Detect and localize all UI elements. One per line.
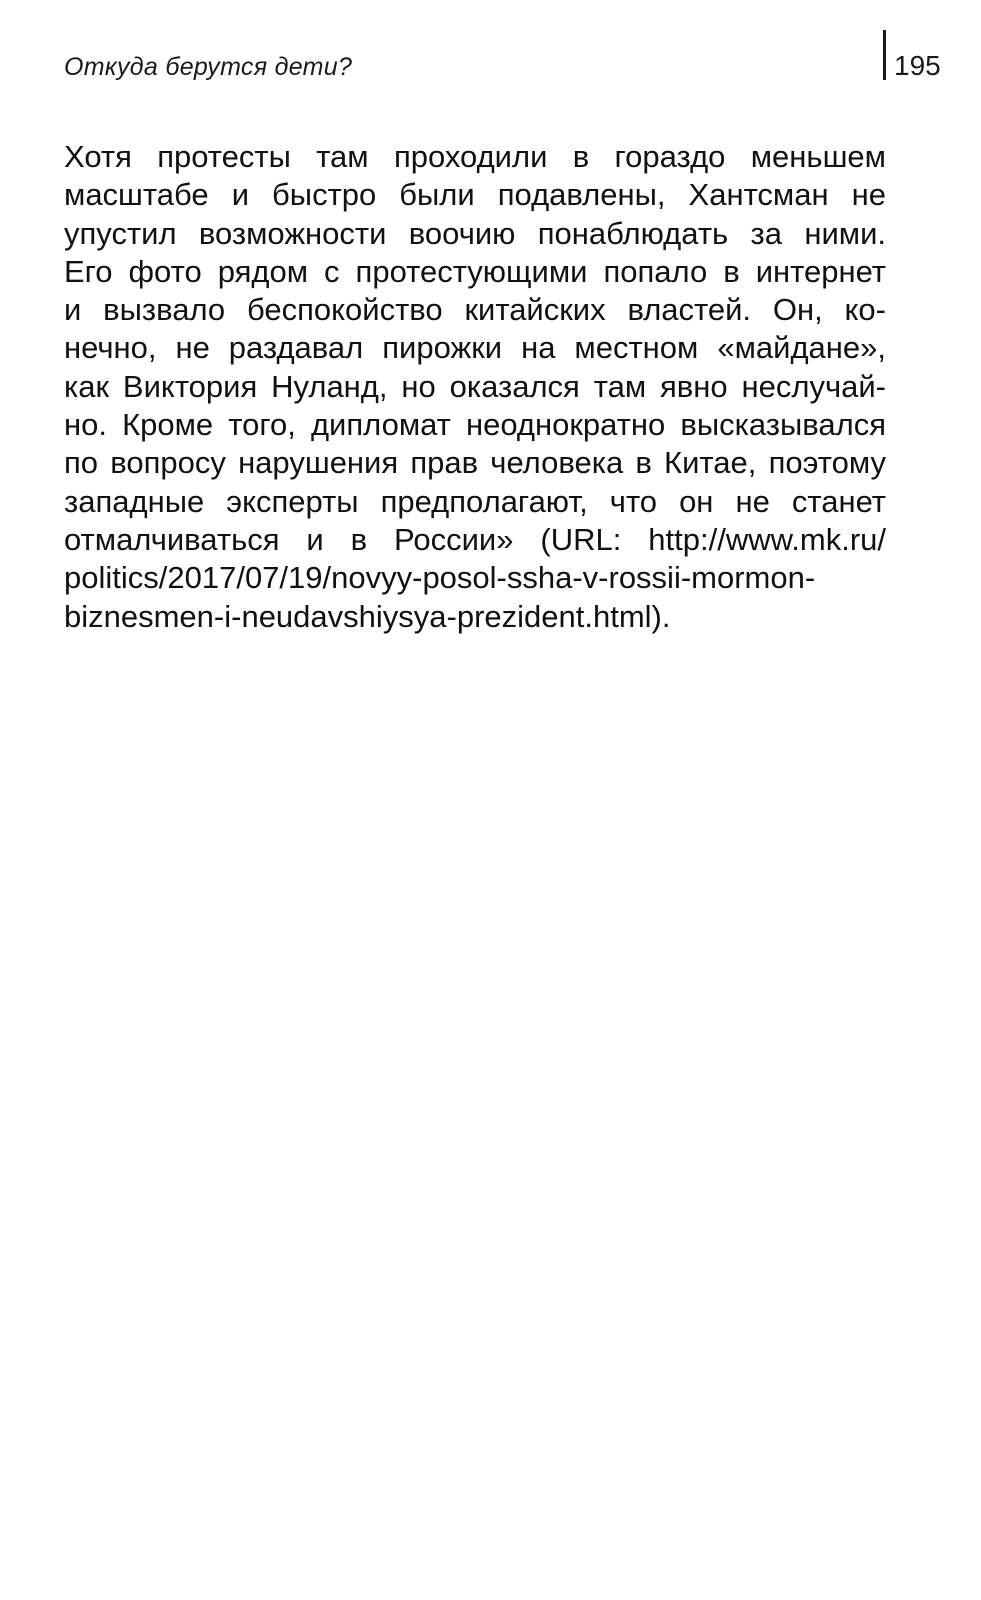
page-number: 195	[894, 50, 941, 81]
text-line: Его фото рядом с протестующими попало в интернет	[64, 253, 886, 289]
text-line: упустил возможности воочию понаблюдать за ними.	[64, 215, 886, 251]
header-divider	[883, 30, 886, 80]
running-head-title: Откуда берутся дети?	[64, 53, 353, 81]
text-line: масштабе и быстро были подавлены, Хантсман не	[64, 177, 886, 213]
text-line: нечно, не раздавал пирожки на местном «майдане»,	[64, 330, 886, 366]
text-line: по вопросу нарушения прав человека в Китае, поэтому	[64, 445, 886, 481]
text-line: как Виктория Нуланд, но оказался там явно неслучай-	[64, 368, 886, 404]
text-line: и вызвало беспокойство китайских властей. Он, ко-	[64, 292, 886, 328]
text-line: западные эксперты предполагают, что он не станет	[64, 483, 886, 519]
body-paragraph	[64, 138, 886, 636]
text-line: Хотя протесты там проходили в гораздо меньшем	[64, 139, 886, 174]
text-line: biznesmen-i-neudavshiysya-prezident.html).	[64, 598, 671, 634]
text-line: отмалчиваться и в России» (URL: http://www.mk.ru/	[64, 521, 886, 557]
text-line: politics/2017/07/19/novyy-posol-ssha-v-rossii-mormon-	[64, 560, 816, 596]
text-line: но. Кроме того, дипломат неоднократно высказывался	[64, 407, 886, 443]
